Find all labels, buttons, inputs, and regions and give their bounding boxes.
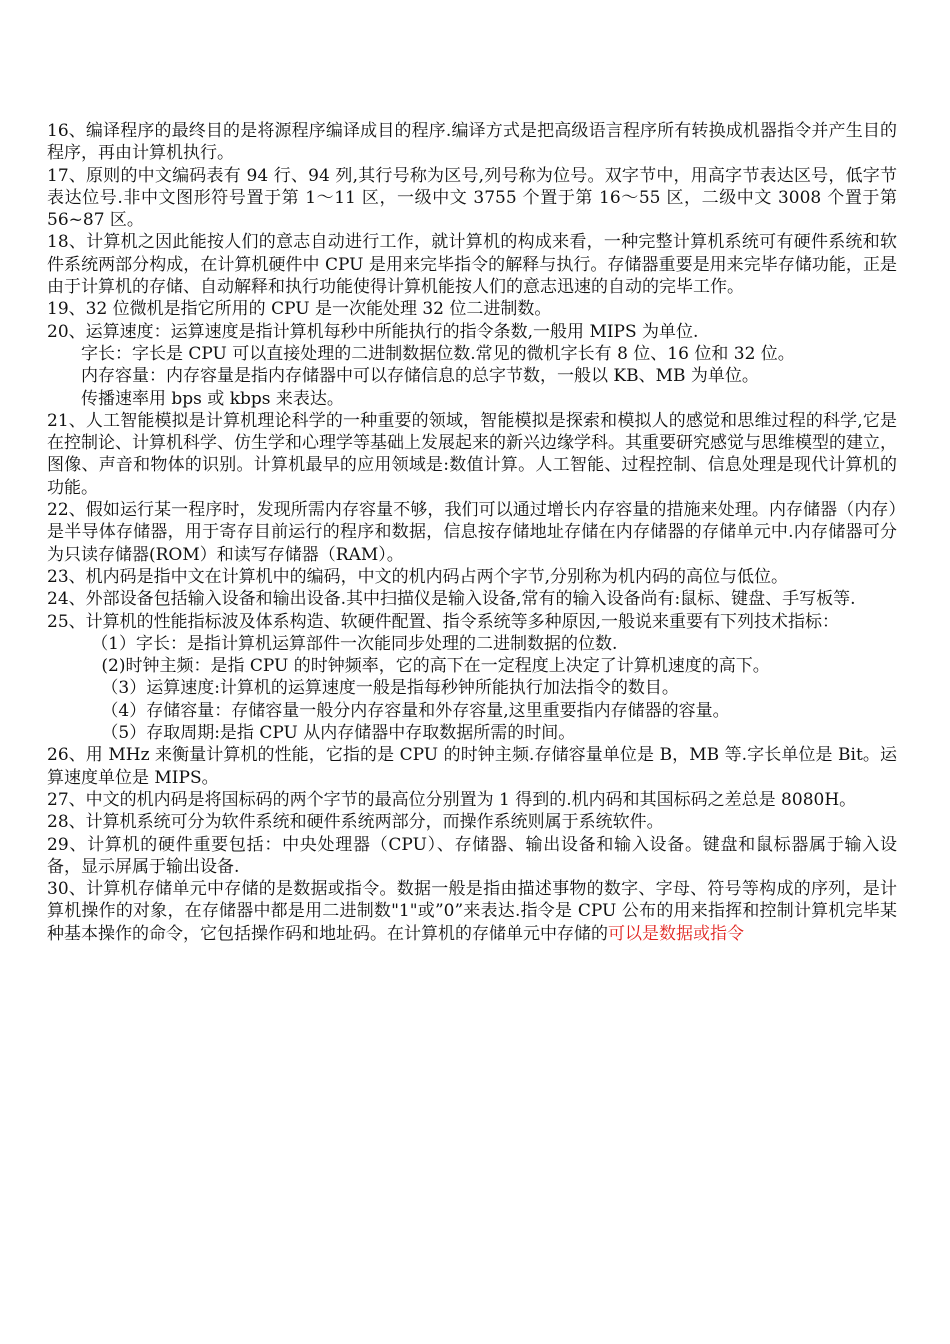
paragraph-20 (47, 321, 897, 343)
paragraph-19 (47, 298, 897, 320)
paragraph-22 (47, 499, 897, 566)
paragraph-text: 25、计算机的性能指标波及体系构造、软硬件配置、指令系统等多种原因,一般说来重要有下列技术指标： (47, 611, 840, 632)
paragraph-text: 19、32 位微机是指它所用的 CPU 是一次能处理 32 位二进制数。 (47, 299, 552, 320)
paragraph-text: （5）存取周期:是指 CPU 从内存储器中存取数据所需的时间。 (101, 723, 576, 744)
paragraph-28 (47, 811, 897, 833)
paragraph-text: (2)时钟主频：是指 CPU 的时钟频率，它的高下在一定程度上决定了计算机速度的高下。 (101, 656, 770, 677)
paragraph-25-item-1 (47, 633, 897, 655)
paragraph-text: 29、计算机的硬件重要包括：中央处理器（CPU）、存储器、输出设备和输入设备。键盘和鼠标器属于输入设备，显示屏属于输出设备. (47, 834, 897, 877)
paragraph-20-transfer-rate (47, 388, 897, 410)
paragraph-text: （4）存储容量：存储容量一般分内存容量和外存容量,这里重要指内存储器的容量。 (101, 700, 730, 721)
paragraph-25-item-4 (47, 700, 897, 722)
paragraph-20-word-length (47, 343, 897, 365)
paragraph-text: 17、原则的中文编码表有 94 行、94 列,其行号称为区号,列号称为位号。双字节中，用高字节表达区号，低字节表达位号.非中文图形符号置于第 1～11 区，一级中文 3755 个置于第 16～55 区，二级中文 3008 个置于第 56~87 区。 (47, 165, 897, 231)
paragraph-text: 22、假如运行某一程序时，发现所需内存容量不够，我们可以通过增长内存容量的措施来处理。内存储器（内存）是半导体存储器，用于寄存目前运行的程序和数据，信息按存储地址存储在内存储器的存储单元中.内存储器可分为只读存储器(ROM）和读写存储器（RAM）。 (47, 500, 897, 565)
paragraph-text: 传播速率用 bps 或 kbps 来表达。 (81, 388, 344, 409)
paragraph-27 (47, 789, 897, 811)
paragraph-text: 24、外部设备包括输入设备和输出设备.其中扫描仪是输入设备,常有的输入设备尚有:鼠标、键盘、手写板等. (47, 589, 856, 610)
paragraph-25-item-3 (47, 677, 897, 699)
paragraph-text: 字长：字长是 CPU 可以直接处理的二进制数据位数.常见的微机字长有 8 位、16 位和 32 位。 (81, 343, 795, 364)
paragraph-20-memory-capacity (47, 365, 897, 387)
paragraph-text: 26、用 MHz 来衡量计算机的性能，它指的是 CPU 的时钟主频.存储容量单位是 B，MB 等.字长单位是 Bit。运算速度单位是 MIPS。 (47, 745, 897, 788)
paragraph-text: 内存容量：内存容量是指内存储器中可以存储信息的总字节数，一般以 KB、MB 为单位。 (81, 366, 759, 387)
paragraph-23 (47, 566, 897, 588)
paragraph-24 (47, 588, 897, 610)
paragraph-text: （3）运算速度:计算机的运算速度一般是指每秒钟所能执行加法指令的数目。 (101, 678, 679, 699)
highlighted-text: 可以是数据或指令 (608, 923, 744, 944)
paragraph-25-item-5 (47, 722, 897, 744)
paragraph-17 (47, 165, 897, 232)
paragraph-18 (47, 231, 897, 298)
paragraph-text: 30、计算机存储单元中存储的是数据或指令。数据一般是指由描述事物的数字、字母、符号等构成的序列，是计算机操作的对象，在存储器中都是用二进制数"1"或”0”来表达.指令是 CPU 公布的用来指挥和控制计算机完毕某种基本操作的命令，它包括操作码和地址码。在计算机的存储单元中存储的 (47, 879, 897, 944)
paragraph-text: 16、编译程序的最终目的是将源程序编译成目的程序.编译方式是把高级语言程序所有转换成机器指令并产生目的程序，再由计算机执行。 (47, 121, 897, 164)
paragraph-21 (47, 410, 897, 499)
document-page (47, 120, 897, 945)
paragraph-30 (47, 878, 897, 945)
paragraph-29 (47, 834, 897, 879)
paragraph-25-item-2 (47, 655, 897, 677)
paragraph-text: 21、人工智能模拟是计算机理论科学的一种重要的领域，智能模拟是探索和模拟人的感觉和思维过程的科学,它是在控制论、计算机科学、仿生学和心理学等基础上发展起来的新兴边缘学科。其重要研究感觉与思维模型的建立，图像、声音和物体的识别。计算机最早的应用领域是:数值计算。人工智能、过程控制、信息处理是现代计算机的功能。 (47, 410, 897, 498)
paragraph-text: （1）字长：是指计算机运算部件一次能同步处理的二进制数据的位数. (91, 633, 618, 654)
paragraph-text: 20、运算速度：运算速度是指计算机每秒中所能执行的指令条数,一般用 MIPS 为单位. (47, 321, 699, 342)
paragraph-text: 27、中文的机内码是将国标码的两个字节的最高位分别置为 1 得到的.机内码和其国标码之差总是 8080H。 (47, 789, 857, 810)
paragraph-text: 23、机内码是指中文在计算机中的编码，中文的机内码占两个字节,分别称为机内码的高位与低位。 (47, 566, 789, 587)
paragraph-26 (47, 744, 897, 789)
paragraph-text: 28、计算机系统可分为软件系统和硬件系统两部分，而操作系统则属于系统软件。 (47, 812, 664, 833)
paragraph-16 (47, 120, 897, 165)
paragraph-25 (47, 611, 897, 633)
paragraph-text: 18、计算机之因此能按人们的意志自动进行工作，就计算机的构成来看，一种完整计算机系统可有硬件系统和软件系统两部分构成，在计算机硬件中 CPU 是用来完毕指令的解释与执行。存储器重要是用来完毕存储功能，正是由于计算机的存储、自动解释和执行功能使得计算机能按人们的意志迅速的自动的完毕工作。 (47, 232, 897, 298)
